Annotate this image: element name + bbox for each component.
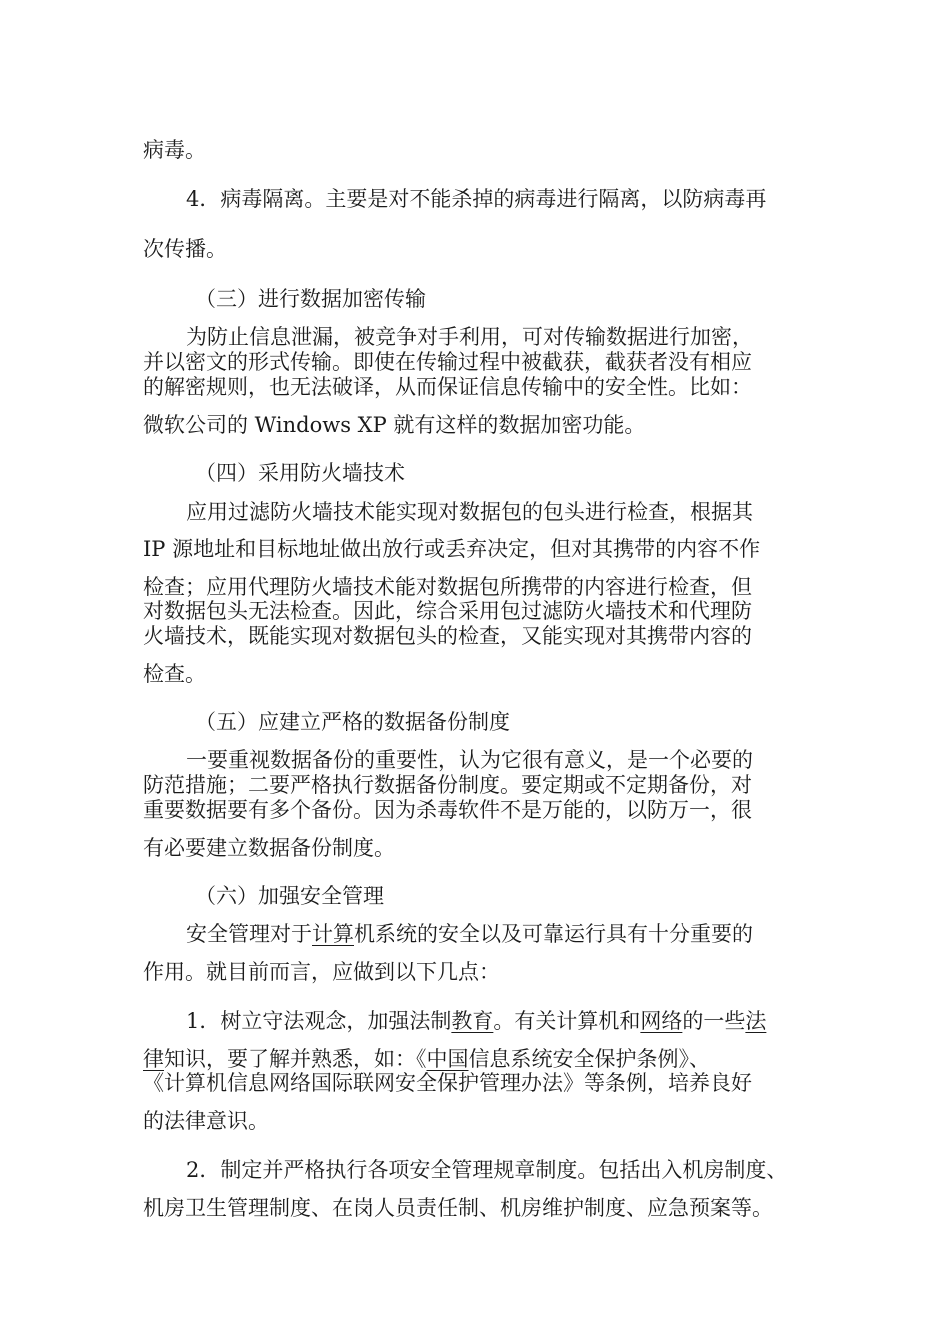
paragraph-line — [186, 921, 753, 947]
paragraph-line: 并以密文的形式传输。即使在传输过程中被截获，截获者没有相应 — [143, 350, 752, 374]
text-span: 1．树立守法观念，加强法制 — [186, 1009, 452, 1033]
link-law-part2[interactable]: 律 — [143, 1047, 164, 1071]
paragraph-line: 检查。 — [143, 662, 206, 686]
paragraph-line: 有必要建立数据备份制度。 — [143, 836, 395, 860]
link-network[interactable]: 网络 — [640, 1009, 683, 1033]
paragraph-line: 作用。就目前而言，应做到以下几点： — [143, 960, 500, 984]
link-education[interactable]: 教育 — [451, 1009, 494, 1033]
paragraph-line: IP 源地址和目标地址做出放行或丢弃决定，但对其携带的内容不作 — [143, 537, 761, 561]
section-heading-backup: （五）应建立严格的数据备份制度 — [195, 710, 510, 734]
text-span: 。有关计算机和 — [493, 1009, 641, 1033]
paragraph-line: 火墙技术，既能实现对数据包头的检查，又能实现对其携带内容的 — [143, 624, 752, 648]
list-item-law-awareness — [186, 1008, 766, 1034]
list-item-regulations: 2．制定并严格执行各项安全管理规章制度。包括出入机房制度、 — [186, 1158, 788, 1182]
paragraph-line: 的法律意识。 — [143, 1109, 269, 1133]
list-item-virus-isolation: 4．病毒隔离。主要是对不能杀掉的病毒进行隔离，以防病毒再 — [186, 187, 767, 211]
section-heading-firewall: （四）采用防火墙技术 — [195, 461, 405, 485]
text-span: 机系统的安全以及可靠运行具有十分重要的 — [354, 922, 753, 946]
text-span: 知识，要了解并熟悉，如：《 — [164, 1047, 427, 1071]
link-computer[interactable]: 计算 — [312, 922, 354, 946]
paragraph-line: 的解密规则，也无法破译，从而保证信息传输中的安全性。比如： — [143, 375, 752, 399]
paragraph-line: 《计算机信息网络国际联网安全保护管理办法》等条例，培养良好 — [143, 1071, 752, 1095]
paragraph-line: 应用过滤防火墙技术能实现对数据包的包头进行检查，根据其 — [186, 500, 753, 524]
paragraph-line: 检查；应用代理防火墙技术能对数据包所携带的内容进行检查，但 — [143, 575, 752, 599]
link-law-part1[interactable]: 法 — [745, 1009, 767, 1033]
paragraph-line: 一要重视数据备份的重要性，认为它很有意义，是一个必要的 — [186, 748, 753, 772]
text-span: 信息系统安全保护条例》、 — [468, 1047, 710, 1071]
link-china[interactable]: 中国 — [426, 1047, 469, 1071]
paragraph-line: 防范措施；二要严格执行数据备份制度。要定期或不定期备份，对 — [143, 773, 752, 797]
paragraph-line: 微软公司的 Windows XP 就有这样的数据加密功能。 — [143, 413, 646, 437]
paragraph-line: 机房卫生管理制度、在岗人员责任制、机房维护制度、应急预案等。 — [143, 1196, 773, 1220]
section-heading-management: （六）加强安全管理 — [195, 884, 384, 908]
section-heading-encryption: （三）进行数据加密传输 — [195, 287, 426, 311]
paragraph-line: 重要数据要有多个备份。因为杀毒软件不是万能的，以防万一，很 — [143, 798, 752, 822]
paragraph-line: 病毒。 — [143, 138, 206, 162]
paragraph-line: 对数据包头无法检查。因此，综合采用包过滤防火墙技术和代理防 — [143, 599, 752, 623]
text-span: 的一些 — [682, 1009, 746, 1033]
paragraph-line — [143, 1046, 710, 1072]
paragraph-line: 次传播。 — [143, 237, 227, 261]
paragraph-line: 为防止信息泄漏，被竞争对手利用，可对传输数据进行加密， — [186, 325, 753, 349]
text-span: 安全管理对于 — [186, 922, 312, 946]
